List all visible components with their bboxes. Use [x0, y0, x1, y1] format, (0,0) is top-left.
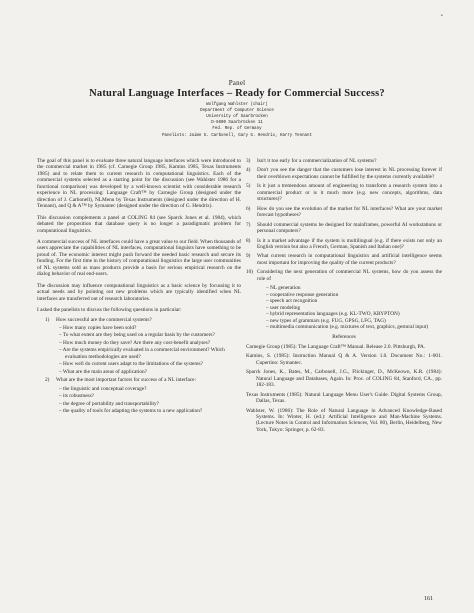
question-item: [246, 253, 442, 266]
sub-question-list: [59, 325, 241, 375]
paper-header: [0, 79, 474, 139]
page-number: 161: [424, 596, 433, 602]
left-column: [37, 158, 241, 416]
question-item: [45, 377, 241, 383]
sub-question: – the linguistic and conceptual coverage?: [59, 385, 147, 392]
paragraph: I asked the panelists to discuss the following questions in particular:: [37, 307, 182, 314]
question-item: [246, 269, 442, 282]
sub-question: – Are the systems empirically evaluated in a commercial environment? Which evaluation methodologies are used?: [59, 347, 225, 360]
question-number: 10): [246, 269, 254, 276]
references-heading: References: [332, 334, 356, 341]
corner-mark: •: [441, 14, 443, 19]
panelists-line: Panelists: Jaime G. Carbonell, Gary G. Hendrix, Harry Tennant: [162, 134, 312, 138]
sub-question: – NL generation: [266, 285, 301, 292]
panel-label: Panel: [228, 79, 246, 87]
question-text: Isn't it too early for a commercialization of NL systems?: [257, 158, 377, 164]
question-item: [45, 317, 241, 323]
affiliation-block: [0, 102, 474, 139]
affiliation-line: Fed. Rep. of Germany: [212, 127, 262, 131]
affiliation-line: D-6600 Saarbrücken 11: [211, 121, 263, 125]
reference-entry: Texas Instruments (1985): Natural Language Menu User's Guide. Digital Systems Group, Dallas, Texas.: [246, 391, 442, 405]
question-text: Should commercial systems be designed for mainframes, powerful AI workstations or personal computers?: [257, 221, 442, 235]
question-item: [246, 158, 442, 164]
sub-question: – speech act recognition: [266, 298, 318, 305]
question-number: 3): [246, 158, 251, 164]
question-item: [246, 167, 442, 180]
question-number: 9): [246, 253, 251, 260]
reference-entry: Sparck Jones, K., Bates, M., Carbonell, J.G., Flickinger, D., McKeown, K.R. (1984): Natural Language and Databases, Again. In: Proc. of COLING 84, Stanford, CA., pp. 182-183.: [246, 369, 442, 389]
paragraph: This discussion complements a panel at COLING 84 (see Sparck Jones et al. 1984), which debated the proposition that database query is no longer a paradigmatic problem for computational linguistics.: [37, 214, 241, 234]
sub-question: – How much money do they save? Are there any cost-benefit analyses?: [59, 339, 211, 346]
question-number: 1): [45, 316, 50, 323]
sub-question: – multimedia communication (e.g. mixtures of text, graphics, gestural input): [266, 323, 428, 330]
sub-question-list: [59, 386, 241, 415]
question-item: [246, 206, 442, 219]
sub-question-list: [266, 285, 442, 330]
reference-entry: Wahlster, W. (1986): The Role of Natural Language in Advanced Knowledge-Based Systems. In: Winter, H. (ed.): Artificial Intelligence and Man-Machine Systems. (Lecture Notes in Control and Information Sciences, Vol. 80), Berlin, Heidelberg, New York, Tokyo: Springer, p. 62-83.: [246, 407, 442, 433]
paragraph: The discussion may influence computational linguistics as a basic science by focussing it to actual needs and by pointing out new problems which are typically identified when NL interfaces are transferred out of research laboratories.: [37, 282, 241, 302]
sub-question: – How well do current users adapt to the limitations of the systems?: [59, 361, 203, 368]
question-item: [246, 238, 442, 251]
reference-entry: Kamins, S. (1985): Instruction Manual Q & A. Version 1.0. Document No.: 1-001. Cupertino: Symantec.: [246, 353, 442, 366]
right-column: [246, 158, 442, 436]
sub-question: – the degree of portability and transportability?: [59, 400, 160, 407]
question-number: 5): [246, 183, 251, 190]
question-text: Considering the next generation of commercial NL systems, how do you assess the role of: [257, 269, 442, 282]
question-text: Is it a market advantage if the system is multilingual (e.g. if there exists not only an English version but also a French, German, Spanish and Italian one)?: [257, 237, 442, 250]
sub-question: – What are the main areas of application?: [59, 368, 147, 375]
sub-question: – To what extent are they being used on a regular basis by the customers?: [59, 332, 215, 339]
sub-question: – cooperative response generation: [266, 291, 339, 298]
sub-question: – its robustness?: [59, 393, 95, 400]
question-number: 7): [246, 221, 251, 228]
question-text: How do you see the evolution of the market for NL interfaces? What are your market forecast hypotheses?: [257, 205, 442, 219]
question-text: Is it just a tremendous amount of engineering to transform a research system into a commercial product or is it much more (e.g. new concepts, algorithms, data structures)?: [257, 183, 442, 203]
question-item: [246, 222, 442, 235]
sub-question: – user modeling: [266, 304, 301, 311]
paragraph: The goal of this panel is to evaluate three natural language interfaces which were introduced to the commercial market in 1985 (cf. Carnegie Group 1985, Kamins 1985, Texas Instruments 1985) and to relate them to current research in computational linguistics. Each of the commercial systems selected as a starting point for the discussion (see Wahlster 1986 for a functional comparison) was developed by a well-known scientist with considerable research experience in NL processing: Language Craft™ by Carnegie Group (designed under the direction of J. Carbonell), NLMenu by Texas Instruments (designed under the direction of H. Tennant), and Q & A™ by Symantec (designed under the direction of G. Hendrix).: [37, 158, 241, 210]
question-text: What current research in computational linguistics and artificial intelligence seems most important for improving the quality of the current products?: [257, 253, 442, 266]
sub-question: – the quality of tools for adapting the systems to a new application?: [59, 407, 203, 414]
affiliation-line: Wolfgang Wahlster (chair): [206, 103, 268, 107]
paper-title: Natural Language Interfaces – Ready for Commercial Success?: [89, 88, 385, 99]
sub-question: – new types of grammars (e.g. FUG, GPSG, LFG, TAG): [266, 317, 386, 324]
question-item: [246, 183, 442, 202]
question-number: 2): [45, 377, 50, 384]
reference-entry: Carnegie Group (1985): The Language Craft™ Manual. Release 2.0. Pittsburgh, PA.: [246, 343, 426, 350]
sub-question: – How many copies have been sold?: [59, 324, 137, 331]
question-number: 6): [246, 205, 251, 212]
paragraph: A commercial success of NL interfaces could have a great value to our field. When thousands of users appreciate the capabilities of NL interfaces, computational linguists have something to be proud of. The economic interest might push forward the needed basic research and secure its funding. For the first time in the history of computational linguistics the large user communities of NL systems sold as mass products provide a basis for serious empirical research on the dialog behavior of real end-users.: [37, 238, 242, 278]
question-number: 8): [246, 237, 251, 244]
question-text: How successful are the commercial systems?: [56, 316, 152, 323]
sub-question: – hybrid representation languages (e.g. KL-TWO, KRYPTON): [266, 311, 400, 318]
affiliation-line: Department of Computer Science: [200, 109, 274, 113]
question-number: 4): [246, 167, 251, 174]
question-list: [37, 317, 241, 415]
affiliation-line: University of Saarbrücken: [206, 115, 268, 119]
question-text: Don't you see the danger that the customers lose interest in NL processing forever if their overblown expectations cannot be fulfilled by the systems currently available?: [257, 167, 442, 180]
question-text: What are the most important factors for success of a NL interface:: [56, 377, 196, 384]
